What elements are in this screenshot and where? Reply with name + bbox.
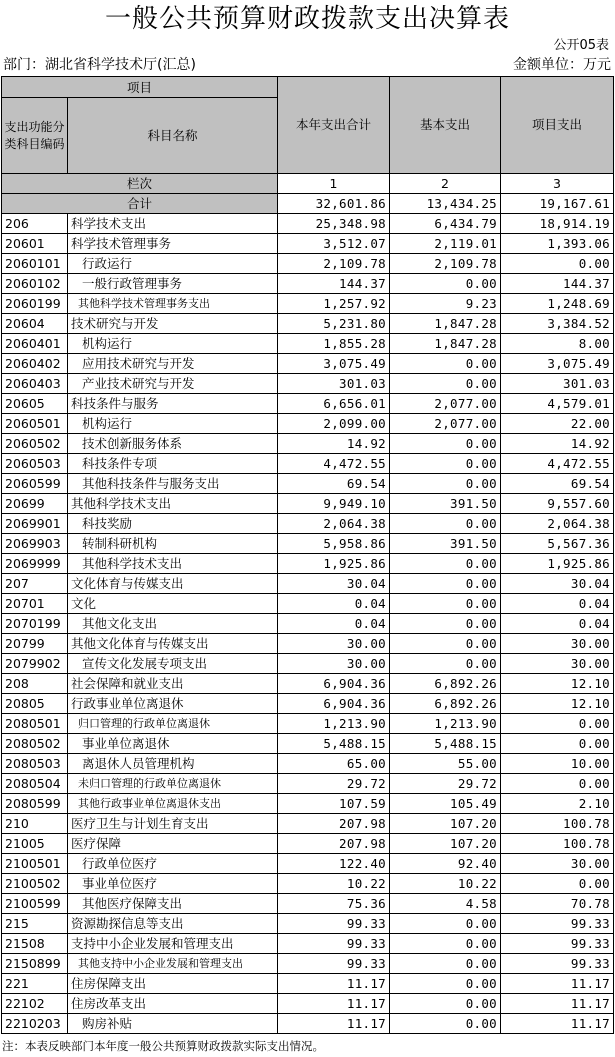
table-row [2, 794, 614, 814]
table-row [2, 554, 614, 574]
table-row [2, 894, 614, 914]
row-project: 301.03 [501, 374, 614, 394]
row-code: 2060402 [2, 354, 68, 374]
table-row [2, 354, 614, 374]
row-total: 30.04 [278, 574, 390, 594]
table-row [2, 994, 614, 1014]
row-total: 14.92 [278, 434, 390, 454]
row-name: 购房补贴 [68, 1014, 278, 1034]
table-row [2, 334, 614, 354]
table-row [2, 694, 614, 714]
row-basic: 0.00 [390, 274, 501, 294]
row-project: 100.78 [501, 834, 614, 854]
row-name: 行政事业单位离退休 [68, 694, 278, 714]
row-code: 2069901 [2, 514, 68, 534]
row-name: 科学技术支出 [68, 214, 278, 234]
row-name: 未归口管理的行政单位离退休 [68, 774, 278, 794]
row-total: 207.98 [278, 814, 390, 834]
table-row [2, 514, 614, 534]
row-name: 离退休人员管理机构 [68, 754, 278, 774]
row-project: 12.10 [501, 674, 614, 694]
row-project: 0.04 [501, 614, 614, 634]
row-code: 20601 [2, 234, 68, 254]
table-row [2, 934, 614, 954]
row-project: 30.04 [501, 574, 614, 594]
row-project: 100.78 [501, 814, 614, 834]
row-code: 20701 [2, 594, 68, 614]
row-basic: 0.00 [390, 454, 501, 474]
index-label: 栏次 [2, 174, 278, 194]
table-row [2, 1014, 614, 1034]
row-code: 210 [2, 814, 68, 834]
row-project: 30.00 [501, 854, 614, 874]
row-project: 9,557.60 [501, 494, 614, 514]
row-total: 30.00 [278, 654, 390, 674]
table-row [2, 254, 614, 274]
row-name: 科技条件专项 [68, 454, 278, 474]
row-project: 12.10 [501, 694, 614, 714]
row-code: 2150899 [2, 954, 68, 974]
table-row [2, 594, 614, 614]
row-code: 2060599 [2, 474, 68, 494]
row-basic: 2,119.01 [390, 234, 501, 254]
row-name: 归口管理的行政单位离退休 [68, 714, 278, 734]
name-header: 科目名称 [68, 98, 278, 174]
row-project: 4,579.01 [501, 394, 614, 414]
row-name: 科学技术管理事务 [68, 234, 278, 254]
row-project: 22.00 [501, 414, 614, 434]
grand-basic: 13,434.25 [390, 194, 501, 214]
row-total: 5,488.15 [278, 734, 390, 754]
row-total: 99.33 [278, 954, 390, 974]
row-name: 资源勘探信息等支出 [68, 914, 278, 934]
row-name: 科技奖励 [68, 514, 278, 534]
table-row [2, 774, 614, 794]
row-name: 其他科学技术管理事务支出 [68, 294, 278, 314]
row-total: 29.72 [278, 774, 390, 794]
table-row [2, 214, 614, 234]
row-basic: 0.00 [390, 1014, 501, 1034]
row-name: 事业单位医疗 [68, 874, 278, 894]
row-name: 一般行政管理事务 [68, 274, 278, 294]
row-project: 2,064.38 [501, 514, 614, 534]
row-basic: 0.00 [390, 914, 501, 934]
row-name: 科技条件与服务 [68, 394, 278, 414]
row-project: 99.33 [501, 914, 614, 934]
form-number: 公开05表 [553, 38, 609, 53]
row-code: 2060502 [2, 434, 68, 454]
table-row [2, 854, 614, 874]
row-project: 69.54 [501, 474, 614, 494]
row-name: 产业技术研究与开发 [68, 374, 278, 394]
row-basic: 0.00 [390, 474, 501, 494]
row-basic: 92.40 [390, 854, 501, 874]
row-total: 4,472.55 [278, 454, 390, 474]
row-project: 0.00 [501, 714, 614, 734]
department-label: 部门：湖北省科学技术厅(汇总) [3, 57, 196, 73]
row-project: 99.33 [501, 954, 614, 974]
row-total: 2,064.38 [278, 514, 390, 534]
row-basic: 6,892.26 [390, 674, 501, 694]
row-total: 9,949.10 [278, 494, 390, 514]
row-project: 70.78 [501, 894, 614, 914]
row-total: 2,099.00 [278, 414, 390, 434]
table-row [2, 274, 614, 294]
row-code: 2080502 [2, 734, 68, 754]
row-project: 30.00 [501, 654, 614, 674]
row-total: 65.00 [278, 754, 390, 774]
table-row [2, 834, 614, 854]
row-code: 22102 [2, 994, 68, 1014]
row-basic: 0.00 [390, 634, 501, 654]
row-code: 208 [2, 674, 68, 694]
row-total: 144.37 [278, 274, 390, 294]
row-project: 1,248.69 [501, 294, 614, 314]
row-project: 18,914.19 [501, 214, 614, 234]
row-project: 144.37 [501, 274, 614, 294]
table-row [2, 654, 614, 674]
row-code: 206 [2, 214, 68, 234]
row-name: 行政运行 [68, 254, 278, 274]
grand-total: 32,601.86 [278, 194, 390, 214]
row-code: 21508 [2, 934, 68, 954]
table-row [2, 494, 614, 514]
row-name: 支持中小企业发展和管理支出 [68, 934, 278, 954]
expenditure-table [1, 76, 614, 1034]
row-project: 1,393.06 [501, 234, 614, 254]
row-basic: 0.00 [390, 654, 501, 674]
row-project: 8.00 [501, 334, 614, 354]
row-code: 20605 [2, 394, 68, 414]
row-name: 文化 [68, 594, 278, 614]
row-code: 2060199 [2, 294, 68, 314]
row-project: 0.00 [501, 874, 614, 894]
row-code: 2080501 [2, 714, 68, 734]
row-code: 2079902 [2, 654, 68, 674]
table-row [2, 574, 614, 594]
row-total: 0.04 [278, 614, 390, 634]
row-total: 10.22 [278, 874, 390, 894]
row-basic: 0.00 [390, 614, 501, 634]
row-project: 2.10 [501, 794, 614, 814]
table-row [2, 454, 614, 474]
row-project: 11.17 [501, 994, 614, 1014]
row-code: 2100502 [2, 874, 68, 894]
row-basic: 0.00 [390, 354, 501, 374]
row-code: 2070199 [2, 614, 68, 634]
table-row [2, 474, 614, 494]
row-total: 25,348.98 [278, 214, 390, 234]
row-name: 住房改革支出 [68, 994, 278, 1014]
row-basic: 0.00 [390, 594, 501, 614]
row-total: 3,512.07 [278, 234, 390, 254]
row-project: 3,384.52 [501, 314, 614, 334]
row-basic: 0.00 [390, 934, 501, 954]
row-project: 11.17 [501, 974, 614, 994]
row-project: 11.17 [501, 1014, 614, 1034]
row-project: 0.00 [501, 774, 614, 794]
row-basic: 6,892.26 [390, 694, 501, 714]
row-name: 技术创新服务体系 [68, 434, 278, 454]
row-total: 1,855.28 [278, 334, 390, 354]
unit-label: 金额单位：万元 [513, 57, 611, 73]
index-2: 2 [390, 174, 501, 194]
row-name: 行政单位医疗 [68, 854, 278, 874]
table-row [2, 434, 614, 454]
row-basic: 6,434.79 [390, 214, 501, 234]
row-project: 1,925.86 [501, 554, 614, 574]
row-code: 2100599 [2, 894, 68, 914]
row-code: 2069903 [2, 534, 68, 554]
row-basic: 2,077.00 [390, 394, 501, 414]
row-total: 6,656.01 [278, 394, 390, 414]
row-basic: 1,847.28 [390, 314, 501, 334]
row-code: 2060501 [2, 414, 68, 434]
row-basic: 9.23 [390, 294, 501, 314]
row-total: 301.03 [278, 374, 390, 394]
row-code: 207 [2, 574, 68, 594]
table-row [2, 614, 614, 634]
row-basic: 0.00 [390, 574, 501, 594]
row-total: 1,257.92 [278, 294, 390, 314]
table-row [2, 374, 614, 394]
row-name: 其他科学技术支出 [68, 554, 278, 574]
row-project: 0.04 [501, 594, 614, 614]
row-name: 转制科研机构 [68, 534, 278, 554]
row-project: 10.00 [501, 754, 614, 774]
row-basic: 0.00 [390, 514, 501, 534]
row-basic: 10.22 [390, 874, 501, 894]
row-total: 0.04 [278, 594, 390, 614]
page-title: 一般公共预算财政拨款支出决算表 [104, 4, 510, 34]
row-total: 3,075.49 [278, 354, 390, 374]
table-row [2, 734, 614, 754]
row-code: 20699 [2, 494, 68, 514]
row-total: 11.17 [278, 994, 390, 1014]
row-name: 事业单位离退休 [68, 734, 278, 754]
row-code: 2100501 [2, 854, 68, 874]
table-row [2, 634, 614, 654]
row-basic: 29.72 [390, 774, 501, 794]
row-basic: 105.49 [390, 794, 501, 814]
table-row [2, 414, 614, 434]
row-total: 30.00 [278, 634, 390, 654]
index-1: 1 [278, 174, 390, 194]
row-basic: 0.00 [390, 994, 501, 1014]
row-code: 21005 [2, 834, 68, 854]
basic-header: 基本支出 [390, 77, 501, 174]
row-total: 2,109.78 [278, 254, 390, 274]
row-name: 其他支持中小企业发展和管理支出 [68, 954, 278, 974]
table-row [2, 674, 614, 694]
row-code: 2080599 [2, 794, 68, 814]
row-project: 3,075.49 [501, 354, 614, 374]
row-project: 0.00 [501, 254, 614, 274]
row-total: 207.98 [278, 834, 390, 854]
row-code: 215 [2, 914, 68, 934]
table-row [2, 954, 614, 974]
row-total: 1,925.86 [278, 554, 390, 574]
footnote: 注：本表反映部门本年度一般公共预算财政拨款实际支出情况。 [2, 1039, 324, 1053]
table-row [2, 974, 614, 994]
row-basic: 2,109.78 [390, 254, 501, 274]
row-basic: 391.50 [390, 534, 501, 554]
row-name: 技术研究与开发 [68, 314, 278, 334]
total-header: 本年支出合计 [278, 77, 390, 174]
row-name: 医疗保障 [68, 834, 278, 854]
row-basic: 2,077.00 [390, 414, 501, 434]
row-code: 20805 [2, 694, 68, 714]
row-total: 107.59 [278, 794, 390, 814]
row-name: 其他文化体育与传媒支出 [68, 634, 278, 654]
row-project: 5,567.36 [501, 534, 614, 554]
index-3: 3 [501, 174, 614, 194]
code-header: 支出功能分类科目编码 [2, 98, 68, 174]
row-name: 其他行政事业单位离退休支出 [68, 794, 278, 814]
row-total: 11.17 [278, 1014, 390, 1034]
row-project: 30.00 [501, 634, 614, 654]
row-code: 2060101 [2, 254, 68, 274]
row-name: 应用技术研究与开发 [68, 354, 278, 374]
row-total: 5,958.86 [278, 534, 390, 554]
row-basic: 0.00 [390, 554, 501, 574]
total-row-label: 合计 [2, 194, 278, 214]
row-total: 69.54 [278, 474, 390, 494]
table-row [2, 874, 614, 894]
table-row [2, 914, 614, 934]
row-basic: 4.58 [390, 894, 501, 914]
row-name: 宣传文化发展专项支出 [68, 654, 278, 674]
row-name: 机构运行 [68, 414, 278, 434]
table-row [2, 754, 614, 774]
row-code: 2060503 [2, 454, 68, 474]
row-name: 其他医疗保障支出 [68, 894, 278, 914]
row-code: 2069999 [2, 554, 68, 574]
row-name: 其他文化支出 [68, 614, 278, 634]
row-total: 6,904.36 [278, 674, 390, 694]
table-row [2, 314, 614, 334]
row-name: 机构运行 [68, 334, 278, 354]
row-name: 医疗卫生与计划生育支出 [68, 814, 278, 834]
row-basic: 0.00 [390, 954, 501, 974]
row-name: 文化体育与传媒支出 [68, 574, 278, 594]
row-name: 其他科学技术支出 [68, 494, 278, 514]
table-row [2, 294, 614, 314]
row-basic: 1,847.28 [390, 334, 501, 354]
row-total: 99.33 [278, 914, 390, 934]
row-basic: 1,213.90 [390, 714, 501, 734]
row-basic: 5,488.15 [390, 734, 501, 754]
table-row [2, 534, 614, 554]
table-row [2, 234, 614, 254]
row-name: 其他科技条件与服务支出 [68, 474, 278, 494]
row-code: 2080503 [2, 754, 68, 774]
row-total: 122.40 [278, 854, 390, 874]
row-basic: 107.20 [390, 834, 501, 854]
row-basic: 55.00 [390, 754, 501, 774]
project-header: 项目 [2, 77, 278, 98]
table-row [2, 714, 614, 734]
table-row [2, 814, 614, 834]
table-row [2, 394, 614, 414]
row-code: 2060102 [2, 274, 68, 294]
row-code: 2060403 [2, 374, 68, 394]
row-project: 0.00 [501, 734, 614, 754]
row-name: 社会保障和就业支出 [68, 674, 278, 694]
row-basic: 107.20 [390, 814, 501, 834]
row-total: 11.17 [278, 974, 390, 994]
row-basic: 0.00 [390, 434, 501, 454]
project-expenditure-header: 项目支出 [501, 77, 614, 174]
row-code: 221 [2, 974, 68, 994]
row-total: 99.33 [278, 934, 390, 954]
row-name: 住房保障支出 [68, 974, 278, 994]
row-total: 5,231.80 [278, 314, 390, 334]
row-basic: 0.00 [390, 974, 501, 994]
row-project: 99.33 [501, 934, 614, 954]
row-project: 14.92 [501, 434, 614, 454]
grand-project: 19,167.61 [501, 194, 614, 214]
row-total: 75.36 [278, 894, 390, 914]
row-total: 1,213.90 [278, 714, 390, 734]
row-total: 6,904.36 [278, 694, 390, 714]
row-basic: 0.00 [390, 374, 501, 394]
row-code: 20604 [2, 314, 68, 334]
row-project: 4,472.55 [501, 454, 614, 474]
row-code: 2210203 [2, 1014, 68, 1034]
row-code: 2060401 [2, 334, 68, 354]
row-code: 2080504 [2, 774, 68, 794]
row-basic: 391.50 [390, 494, 501, 514]
row-code: 20799 [2, 634, 68, 654]
